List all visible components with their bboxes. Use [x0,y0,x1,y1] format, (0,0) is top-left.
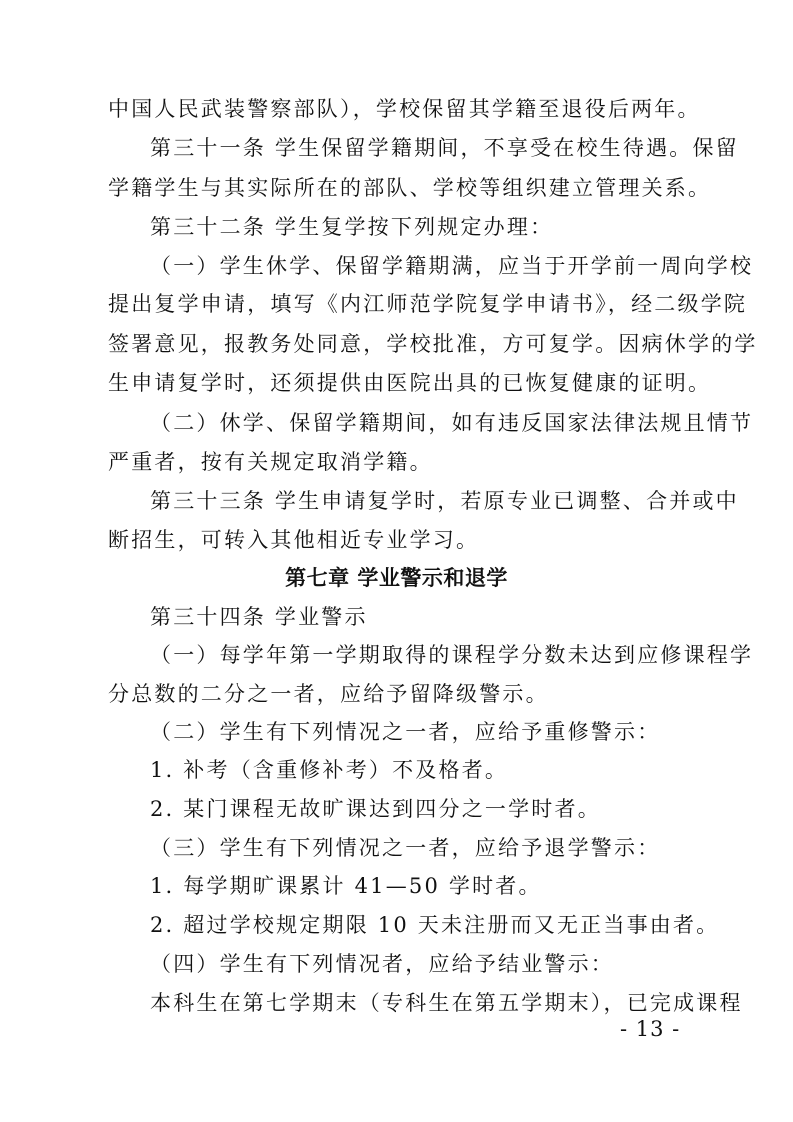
text-line: （二）休学、保留学籍期间，如有违反国家法律法规且情节 [150,411,754,435]
text-line: 提出复学申请，填写《内江师范学院复学申请书》，经二级学院 [108,292,748,316]
text-line: 签署意见，报教务处同意，学校批准，方可复学。因病休学的学 [108,332,758,356]
text-line: 第三十一条 学生保留学籍期间，不享受在校生待遇。保留 [150,136,739,160]
chapter-heading: 第七章 学业警示和退学 [285,566,508,590]
text-line: 2. 某门课程无故旷课达到四分之一学时者。 [150,797,601,821]
text-line: 断招生，可转入其他相近专业学习。 [108,528,480,552]
page-number: - 13 - [620,1017,681,1041]
text-line: 分总数的二分之一者，应给予留降级警示。 [108,682,549,706]
text-line: （一）每学年第一学期取得的课程学分数未达到应修课程学 [150,643,754,667]
text-line: 1. 每学期旷课累计 41—50 学时者。 [150,874,542,898]
text-line: 生申请复学时，还须提供由医院出具的已恢复健康的证明。 [108,371,712,395]
text-line: 本科生在第七学期末（专科生在第五学期末），已完成课程 [150,991,743,1015]
text-line: （四）学生有下列情况者，应给予结业警示： [150,952,614,976]
text-line: 严重者，按有关规定取消学籍。 [108,450,433,474]
text-line: 1. 补考（含重修补考）不及格者。 [150,758,509,782]
text-line: 第三十四条 学业警示 [150,605,368,629]
text-line: （二）学生有下列情况之一者，应给予重修警示： [150,720,661,744]
text-line: 第三十二条 学生复学按下列规定办理： [150,215,554,239]
text-line: 2. 超过学校规定期限 10 天未注册而又无正当事由者。 [150,913,720,937]
text-line: （三）学生有下列情况之一者，应给予退学警示： [150,836,661,860]
text-line: 第三十三条 学生申请复学时，若原专业已调整、合并或中 [150,489,739,513]
text-line: 学籍学生与其实际所在的部队、学校等组织建立管理关系。 [108,176,712,200]
text-line: （一）学生休学、保留学籍期满，应当于开学前一周向学校 [150,254,754,278]
text-line: 中国人民武装警察部队），学校保留其学籍至退役后两年。 [108,97,701,121]
